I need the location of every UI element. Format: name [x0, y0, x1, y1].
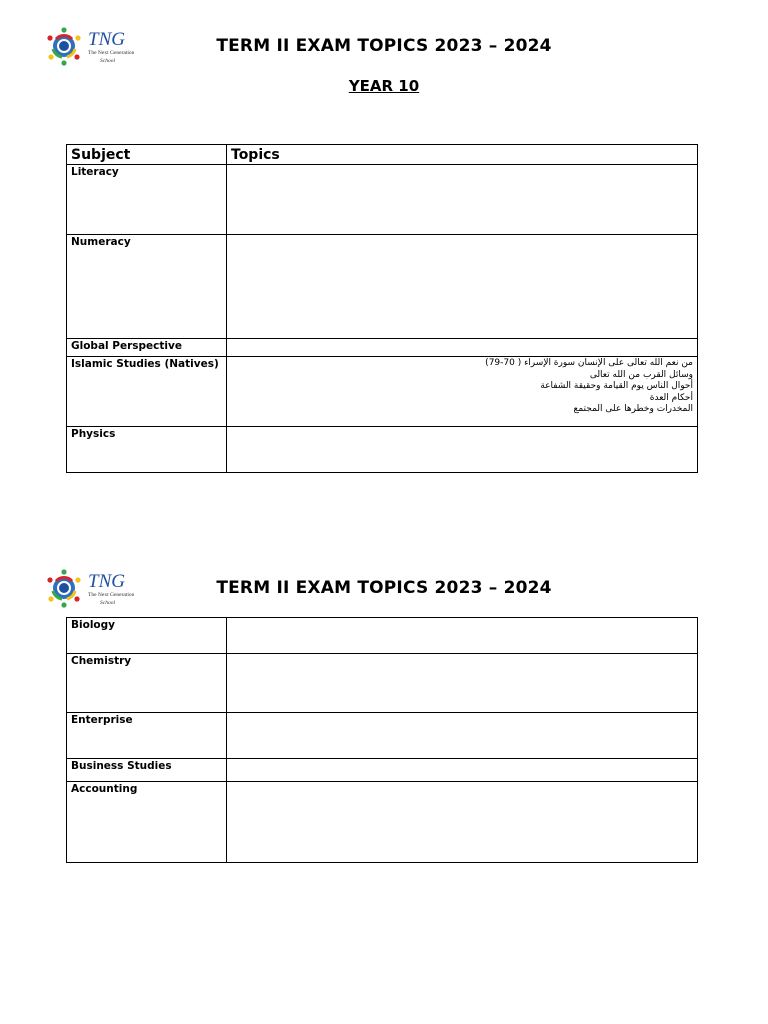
logo-text: TNG [88, 571, 125, 592]
table-row [67, 713, 698, 759]
subject-biology: Biology [67, 618, 227, 654]
subject-numeracy: Numeracy [67, 235, 227, 339]
topics-cell [227, 165, 698, 235]
table-row [67, 357, 698, 427]
topic-item: أحكام العدة [649, 392, 693, 403]
logo-script: School [100, 58, 115, 64]
column-header-topics: Topics [227, 145, 698, 165]
topic-item: المخدرات وخطرها على المجتمع [573, 404, 693, 414]
column-header-subject: Subject [67, 145, 227, 165]
subject-islamic-studies: Islamic Studies (Natives) [67, 357, 227, 427]
topics-table-1 [66, 144, 698, 473]
logo-script: School [100, 600, 115, 606]
subject-accounting: Accounting [67, 782, 227, 863]
subject-enterprise: Enterprise [67, 713, 227, 759]
topics-table-2 [66, 617, 698, 863]
table-row [67, 165, 698, 235]
topics-cell-islamic [227, 357, 698, 427]
topics-cell [227, 782, 698, 863]
logo-subtitle: The Next Generation [88, 592, 134, 598]
subject-physics: Physics [67, 427, 227, 473]
topics-cell [227, 618, 698, 654]
topics-cell [227, 713, 698, 759]
table-row [67, 759, 698, 782]
topics-cell [227, 759, 698, 782]
logo-subtitle: The Next Generation [88, 50, 134, 56]
subject-chemistry: Chemistry [67, 654, 227, 713]
topics-cell [227, 427, 698, 473]
table-row [67, 235, 698, 339]
subject-business-studies: Business Studies [67, 759, 227, 782]
table-row [67, 618, 698, 654]
topic-item: وسائل القرب من الله تعالى [589, 369, 693, 380]
subject-literacy: Literacy [67, 165, 227, 235]
page-title: TERM II EXAM TOPICS 2023 – 2024 [216, 36, 552, 56]
table-row [67, 782, 698, 863]
topics-cell [227, 339, 698, 357]
topic-item: أحوال الناس يوم القيامة وحقيقة الشفاعة [540, 381, 693, 391]
logo-text: TNG [88, 29, 125, 50]
table-row [67, 654, 698, 713]
subject-global-perspective: Global Perspective [67, 339, 227, 357]
table-header-row [67, 145, 698, 165]
topic-item: من نعم الله تعالى على الإنسان سورة الإسراء ( 70-79) [485, 358, 693, 368]
table-row [67, 427, 698, 473]
year-heading [0, 77, 768, 95]
page-title: TERM II EXAM TOPICS 2023 – 2024 [216, 578, 552, 598]
year-label: YEAR 10 [348, 77, 420, 95]
topics-cell [227, 235, 698, 339]
table-row [67, 339, 698, 357]
topics-cell [227, 654, 698, 713]
